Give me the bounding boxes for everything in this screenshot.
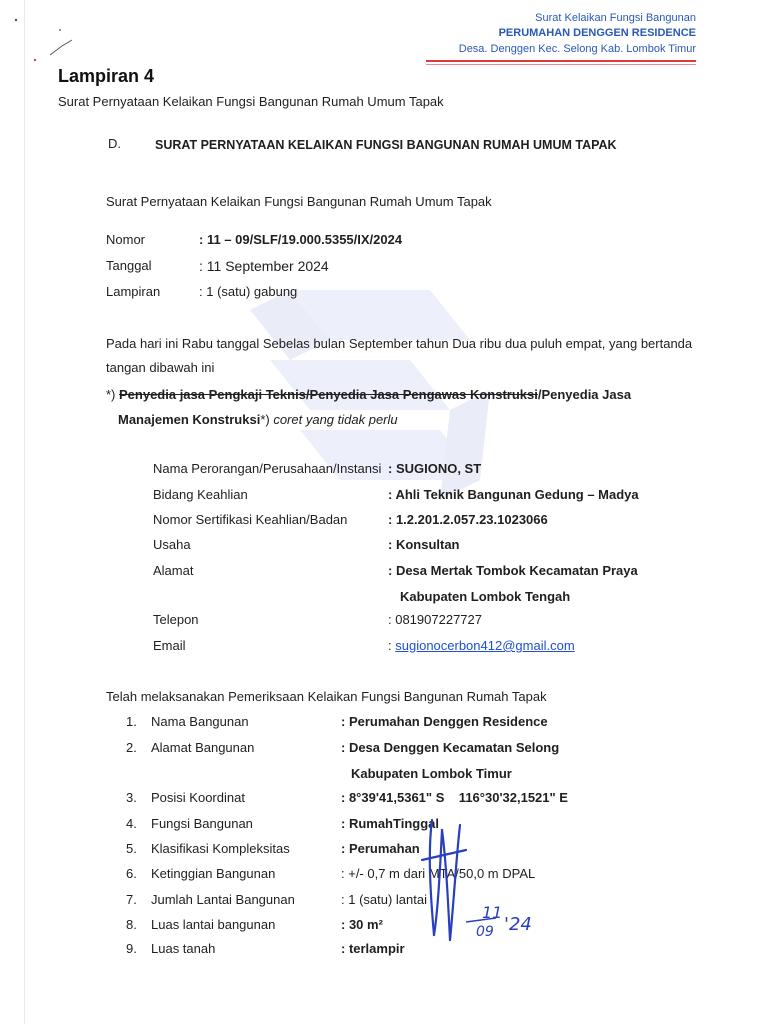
building-label: Posisi Koordinat (151, 790, 245, 805)
building-no: 3. (126, 790, 137, 805)
building-label: Luas tanah (151, 941, 216, 956)
building-no: 4. (126, 816, 137, 831)
identity-label: Telepon (153, 612, 199, 627)
building-value: : +/- 0,7 m dari MTA/50,0 m DPAL (341, 866, 536, 881)
identity-label: Bidang Keahlian (153, 487, 248, 502)
building-no: 6. (126, 866, 137, 881)
building-label: Nama Bangunan (151, 714, 249, 729)
building-no: 7. (126, 892, 137, 907)
header-rule (426, 60, 696, 62)
building-label: Jumlah Lantai Bangunan (151, 892, 295, 907)
identity-label: Email (153, 638, 186, 653)
identity-value: : SUGIONO, ST (388, 461, 482, 476)
building-value: : Perumahan Denggen Residence (341, 714, 548, 729)
building-value: : 8°39'41,5361" S 116°30'32,1521" E (341, 790, 568, 805)
identity-label: Nomor Sertifikasi Keahlian/Badan (153, 512, 348, 527)
header-line-1: Surat Kelaikan Fungsi Bangunan (535, 12, 696, 24)
scan-edge (24, 0, 25, 1024)
identity-value: : Konsultan (388, 537, 460, 552)
provider-line-1 (106, 387, 631, 402)
paragraph-line-1: Pada hari ini Rabu tanggal Sebelas bulan September tahun Dua ribu dua puluh empat, yang bertanda (106, 336, 693, 351)
building-value: : terlampir (341, 941, 405, 956)
building-value: : RumahTinggal (341, 816, 439, 831)
page-subtitle: Surat Pernyataan Kelaikan Fungsi Bangunan Rumah Umum Tapak (58, 94, 444, 109)
building-no: 1. (126, 714, 137, 729)
handwritten-month: 09 (476, 924, 494, 940)
identity-value: : Desa Mertak Tombok Kecamatan Praya (388, 563, 638, 578)
meta-label: Lampiran (106, 284, 161, 299)
section-title: SURAT PERNYATAAN KELAIKAN FUNGSI BANGUNAN RUMAH UMUM TAPAK (155, 138, 617, 152)
building-label: Fungsi Bangunan (151, 816, 253, 831)
meta-value: : 1 (satu) gabung (199, 284, 298, 299)
email-link[interactable]: sugionocerbon412@gmail.com (395, 638, 575, 653)
identity-value: : 081907227727 (388, 612, 482, 627)
inspection-intro: Telah melaksanakan Pemeriksaan Kelaikan Fungsi Bangunan Rumah Tapak (106, 689, 547, 704)
building-value: : 30 m² (341, 917, 383, 932)
handwritten-day: 11 (482, 903, 503, 922)
meta-value: : 11 September 2024 (199, 258, 329, 274)
building-value: : Perumahan (341, 841, 420, 856)
provider-line-2 (118, 412, 398, 427)
scan-speck-marks (10, 10, 90, 70)
provider-rest: /Penyedia Jasa (537, 387, 632, 402)
intro-line: Surat Pernyataan Kelaikan Fungsi Bangunan Rumah Umum Tapak (106, 194, 492, 209)
building-no: 8. (126, 917, 137, 932)
email-colon: : (388, 638, 396, 653)
header-line-2: PERUMAHAN DENGGEN RESIDENCE (498, 27, 696, 39)
building-label: Luas lantai bangunan (151, 917, 276, 932)
asterisk-mark: *) (106, 387, 119, 402)
building-value: : 1 (satu) lantai (341, 892, 427, 907)
identity-value: : 1.2.201.2.057.23.1023066 (388, 512, 548, 527)
struck-provider: Penyedia jasa Pengkaji Teknis/Penyedia Jasa Pengawas Konstruksi (119, 387, 538, 402)
building-value: : Desa Denggen Kecamatan Selong (341, 740, 560, 755)
building-no: 9. (126, 941, 137, 956)
meta-label: Nomor (106, 232, 146, 247)
asterisk-mark-2: *) (260, 412, 274, 427)
header-rule-thin (426, 64, 696, 65)
handwritten-year: '24 (504, 914, 532, 935)
identity-value: : Ahli Teknik Bangunan Gedung – Madya (388, 487, 639, 502)
handwritten-signature (420, 800, 580, 950)
meta-value: : 11 – 09/SLF/19.000.5355/IX/2024 (199, 232, 403, 247)
strike-note: coret yang tidak perlu (273, 412, 398, 427)
identity-label: Nama Perorangan/Perusahaan/Instansi (153, 461, 382, 476)
meta-label: Tanggal (106, 258, 152, 273)
building-label: Klasifikasi Kompleksitas (151, 841, 290, 856)
identity-label: Usaha (153, 537, 191, 552)
building-label: Ketinggian Bangunan (151, 866, 276, 881)
header-line-3: Desa. Denggen Kec. Selong Kab. Lombok Timur (458, 43, 696, 55)
building-label: Alamat Bangunan (151, 740, 255, 755)
identity-label: Alamat (153, 563, 194, 578)
building-no: 2. (126, 740, 137, 755)
provider-mk: Manajemen Konstruksi (118, 412, 261, 427)
paragraph-line-2: tangan dibawah ini (106, 360, 215, 375)
page-title: Lampiran 4 (58, 66, 155, 86)
identity-value: Kabupaten Lombok Tengah (400, 589, 571, 604)
section-letter: D. (108, 136, 121, 151)
building-no: 5. (126, 841, 137, 856)
building-value: Kabupaten Lombok Timur (351, 766, 512, 781)
